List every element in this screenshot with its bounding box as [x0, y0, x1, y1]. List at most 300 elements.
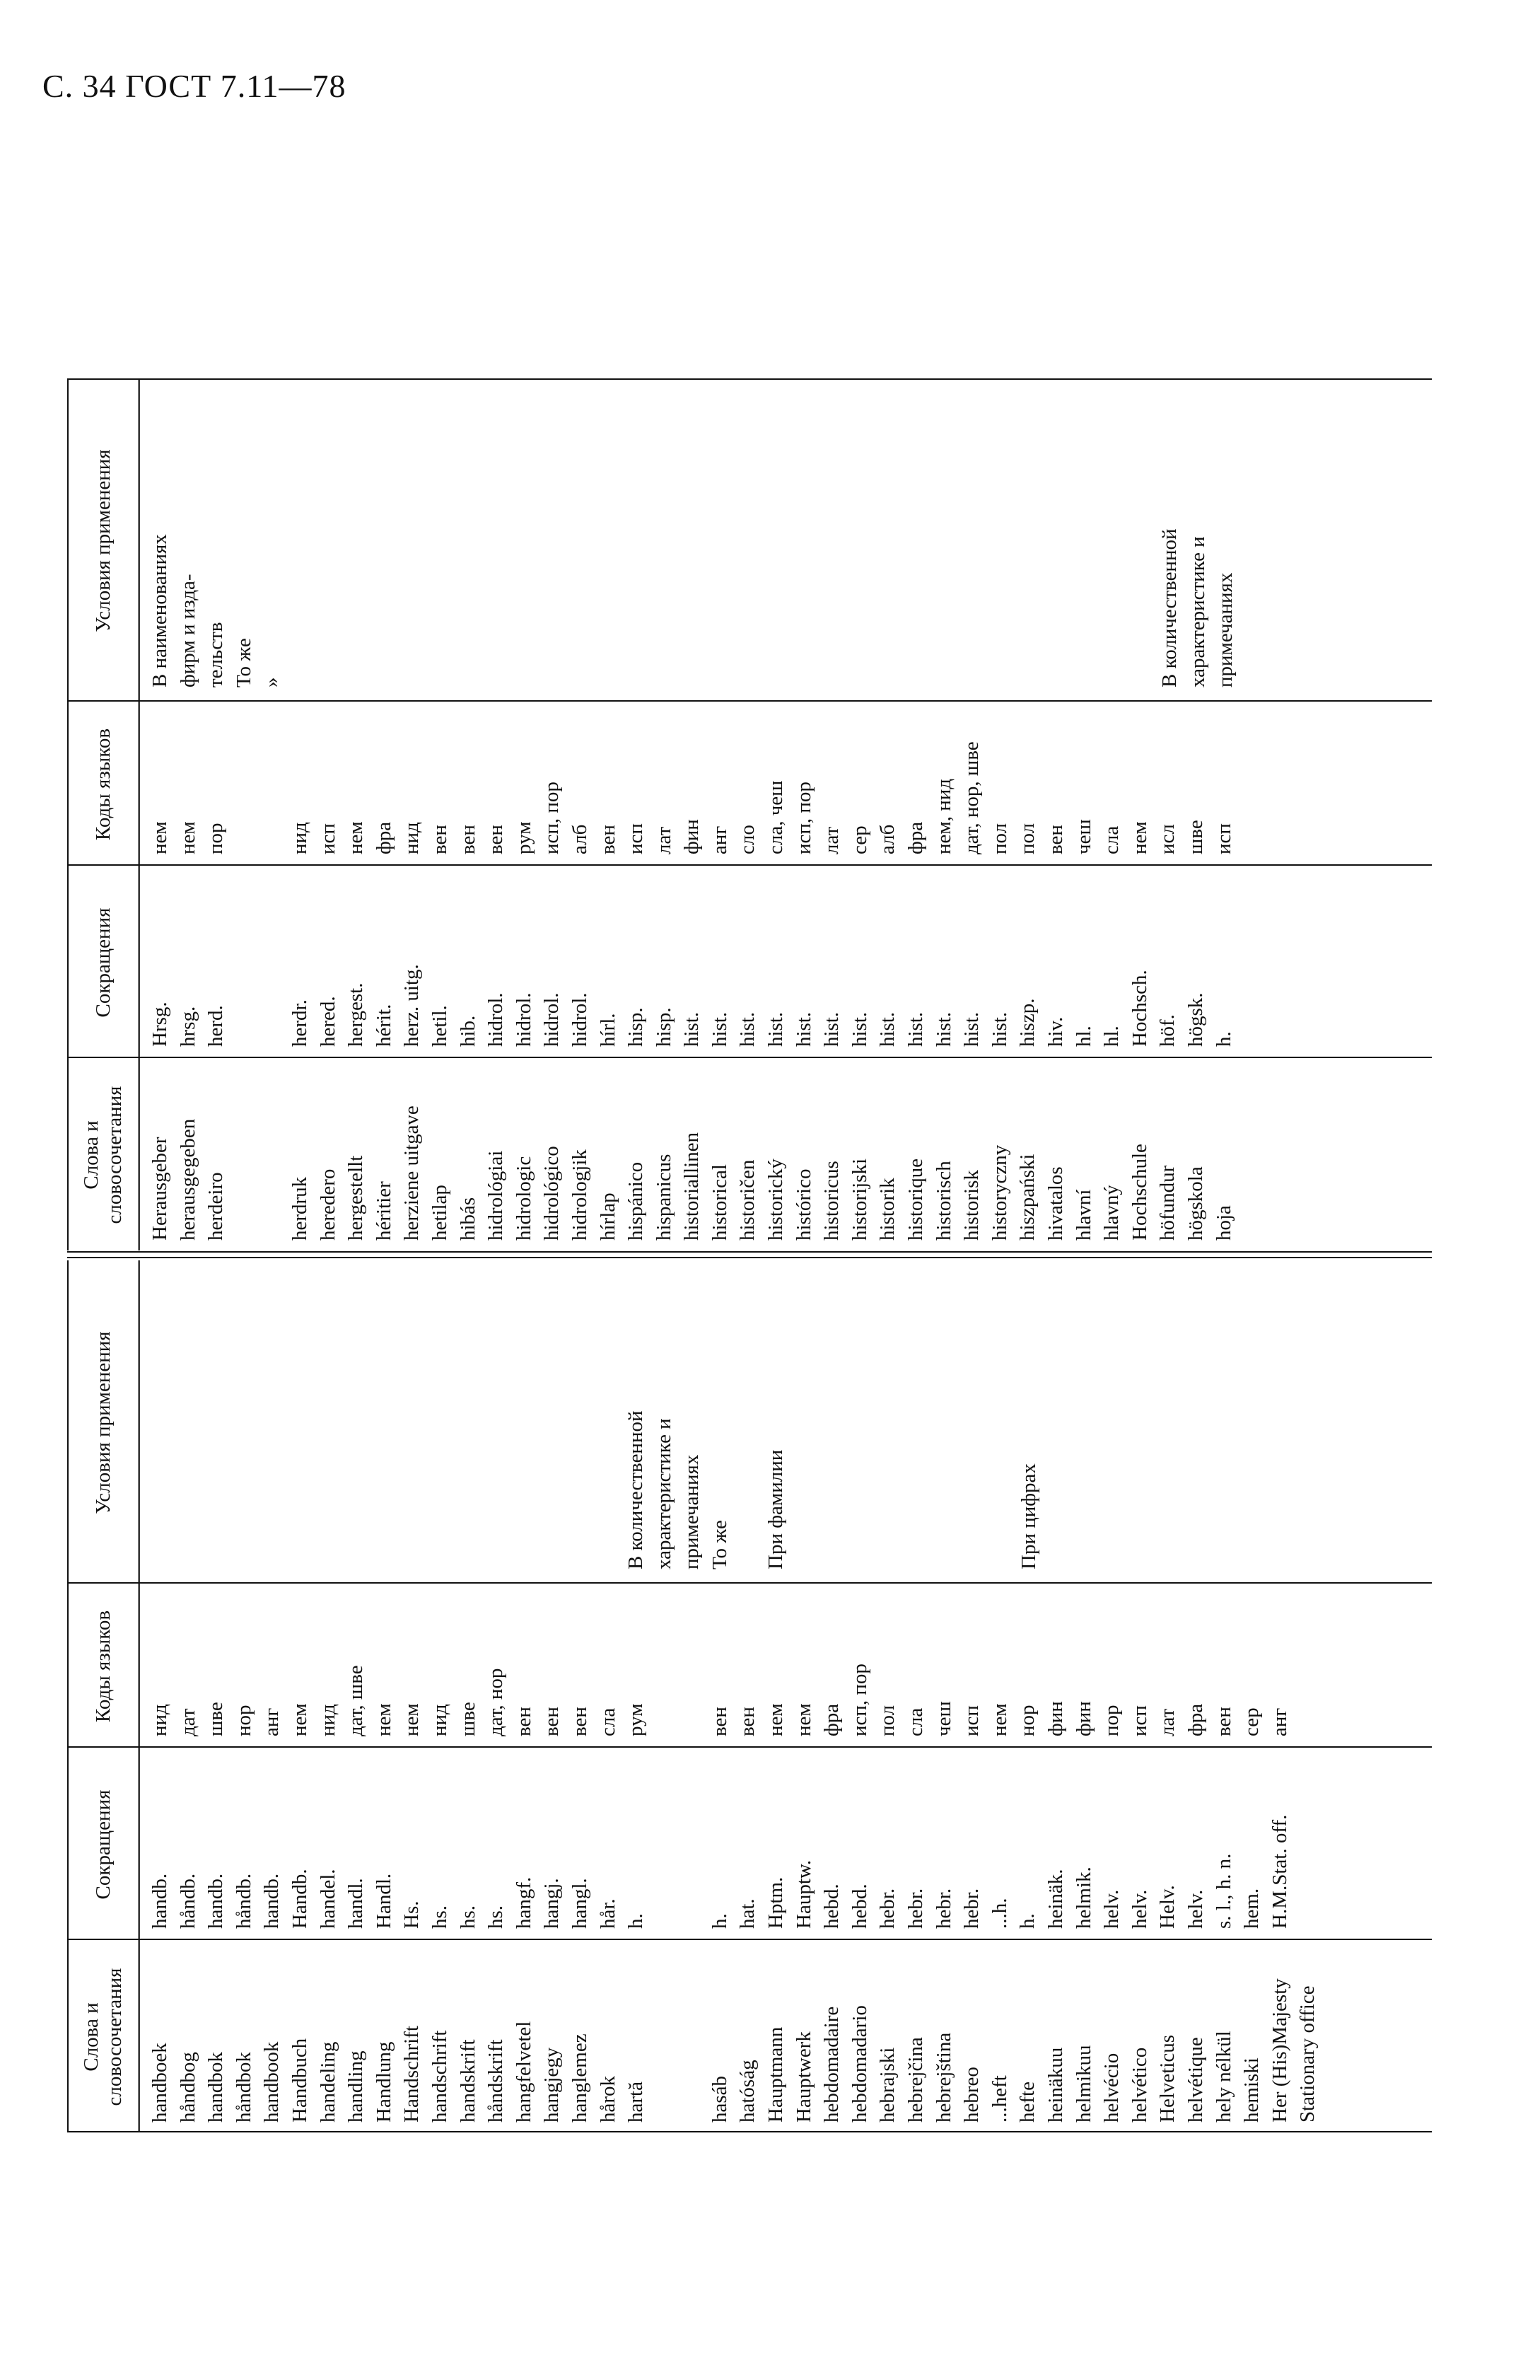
table-row: [1182, 378, 1211, 1250]
word-cell: hidrológico: [540, 1146, 564, 1241]
table-row: [258, 1260, 286, 2132]
abbr-cell: h.: [708, 1913, 731, 1929]
table-row: [538, 378, 566, 1250]
abbr-cell: s. l., h. n.: [1212, 1853, 1235, 1929]
condition-note: характеристике и: [653, 1418, 675, 1569]
abbr-cell: hl.: [1072, 1026, 1095, 1047]
table-row: [1014, 378, 1042, 1250]
table-row: [482, 1260, 511, 2132]
page-header: С. 34 ГОСТ 7.11—78: [42, 68, 346, 104]
table-row: [818, 1260, 846, 2132]
table-body-left: [146, 1260, 1322, 2132]
abbr-cell: hírl.: [596, 1013, 619, 1047]
table-row: [846, 1260, 875, 2132]
table-row: [874, 1260, 902, 2132]
word-cell: historique: [904, 1159, 928, 1241]
abbr-cell: hrsg.: [176, 1006, 199, 1047]
code-cell: дат, нор: [484, 1668, 508, 1736]
word-cell: heinäkuu: [1044, 2047, 1067, 2123]
word-cell: heredero: [316, 1168, 339, 1241]
abbr-cell: hérit.: [372, 1004, 395, 1047]
word-cell: hangjegy: [540, 2047, 564, 2123]
word-cell: hefte: [1016, 2082, 1039, 2123]
code-cell: исп: [1128, 1705, 1151, 1736]
abbr-cell: hebd.: [848, 1883, 871, 1929]
code-cell: вен: [736, 1707, 759, 1736]
col-header-words: Слова и словосочетания: [80, 1086, 126, 1224]
code-cell: нем: [792, 1703, 815, 1736]
table-header-right: [67, 378, 140, 1250]
abbr-cell: handel.: [316, 1869, 339, 1929]
abbr-cell: Handl.: [372, 1873, 395, 1929]
code-cell: фин: [680, 819, 704, 854]
word-cell: hlavný: [1100, 1185, 1124, 1241]
abbr-cell: helv.: [1184, 1889, 1207, 1929]
col-header-conditions: Условия применения: [91, 1331, 115, 1514]
table-row: [1238, 1260, 1266, 2132]
word-cell: hasáb: [708, 2075, 731, 2123]
abbr-cell: hiv.: [1044, 1016, 1067, 1047]
code-cell: рум: [624, 1703, 648, 1736]
code-cell: вен: [428, 825, 451, 854]
table-row: [566, 378, 595, 1250]
word-cell: håndbog: [176, 2052, 199, 2123]
table-row: [511, 378, 539, 1250]
abbr-cell: Hochsch.: [1128, 970, 1151, 1047]
code-cell: анг: [260, 1707, 284, 1736]
table-row: [678, 1260, 706, 2132]
table-row: [1071, 378, 1099, 1250]
condition-note: В количественной: [1158, 528, 1181, 687]
code-cell: вен: [1212, 1707, 1235, 1736]
code-cell: вен: [484, 825, 508, 854]
code-cell: вен: [568, 1707, 591, 1736]
code-cell: сла: [1100, 825, 1124, 854]
code-cell: фра: [904, 821, 928, 854]
table-row: [202, 378, 231, 1250]
word-cell: hoja: [1212, 1205, 1235, 1241]
word-cell: historický: [764, 1159, 788, 1241]
word-cell: handeling: [316, 2041, 339, 2123]
abbr-cell: helv.: [1100, 1889, 1124, 1929]
code-cell: шве: [456, 1702, 479, 1736]
code-cell: исп, пор: [848, 1664, 871, 1736]
code-cell: пол: [988, 823, 1011, 854]
word-cell: handbok: [204, 2052, 228, 2123]
table-row: [342, 1260, 371, 2132]
code-cell: нид: [428, 1704, 451, 1736]
code-cell: нем: [372, 1703, 395, 1736]
word-cell: hírlap: [596, 1192, 619, 1241]
word-cell: Hauptmann: [764, 2026, 788, 2123]
condition-note: При цифрах: [1017, 1463, 1040, 1569]
code-cell: вен: [456, 825, 479, 854]
word-cell: historical: [708, 1164, 731, 1241]
abbr-cell: helv.: [1128, 1889, 1151, 1929]
word-cell: herziene uitgave: [400, 1105, 424, 1241]
abbr-cell: hebd.: [820, 1883, 844, 1929]
table-row: [651, 378, 679, 1250]
table-row: [398, 378, 426, 1250]
abbr-cell: håndb.: [176, 1873, 199, 1929]
code-cell: анг: [708, 825, 731, 854]
abbr-cell: hidrol.: [484, 992, 508, 1047]
abbr-cell: hidrol.: [540, 992, 564, 1047]
condition-note: При фамилии: [764, 1449, 787, 1569]
abbr-cell: Hrsg.: [148, 1002, 171, 1047]
word-cell: Helveticus: [1156, 2034, 1179, 2123]
abbr-cell: hist.: [876, 1011, 899, 1047]
abbr-cell: hebr.: [932, 1888, 955, 1929]
abbr-cell: hiszp.: [1016, 998, 1039, 1047]
abbr-cell: herdr.: [288, 999, 311, 1047]
word-cell: historisk: [960, 1170, 984, 1241]
code-cell: вен: [708, 1707, 731, 1736]
col-header-words: Слова и словосочетания: [80, 1968, 126, 2106]
word-cell: hebreo: [960, 2067, 984, 2123]
table-row: [595, 378, 623, 1250]
col-header-codes: Коды языков: [91, 1610, 115, 1723]
abbr-cell: hist.: [988, 1011, 1011, 1047]
word-cell: handbook: [260, 2041, 284, 2123]
abbr-cell: heinäk.: [1044, 1869, 1067, 1929]
abbr-cell: hidrol.: [512, 992, 535, 1047]
code-cell: исп, пор: [792, 782, 815, 854]
table-row: [315, 378, 343, 1250]
code-cell: пор: [204, 823, 228, 854]
code-cell: сер: [1240, 1707, 1264, 1736]
table-row: [1071, 1260, 1099, 2132]
word-cell: hispánico: [624, 1161, 648, 1241]
word-cell: hetilap: [428, 1185, 451, 1241]
word-cell: historisch: [932, 1161, 955, 1241]
word-cell: hispanicus: [652, 1154, 675, 1241]
word-cell: hidrologic: [512, 1156, 535, 1241]
code-cell: дат, нор, шве: [960, 741, 984, 854]
abbr-cell: hist.: [848, 1011, 871, 1047]
code-cell: исп: [316, 823, 339, 854]
condition-note: примечаниях: [1214, 572, 1237, 687]
table-row: [146, 378, 175, 1250]
abbr-cell: hist.: [932, 1011, 955, 1047]
abbr-cell: hår.: [596, 1898, 619, 1929]
table-row: [791, 1260, 819, 2132]
table-row: [902, 1260, 931, 2132]
condition-note: тельств: [204, 622, 227, 687]
abbr-cell: Hs.: [400, 1900, 424, 1929]
abbr-cell: håndb.: [232, 1873, 255, 1929]
word-cell: Hochschule: [1128, 1144, 1151, 1241]
table-row: [342, 378, 371, 1250]
word-cell: handskrift: [456, 2039, 479, 2123]
table-row: [1126, 378, 1155, 1250]
abbr-cell: hebr.: [960, 1888, 984, 1929]
word-cell: handboek: [148, 2043, 171, 2123]
table-row: [286, 1260, 315, 2132]
table-row: [595, 1260, 623, 2132]
table-row: [1266, 1260, 1295, 2132]
code-cell: нор: [232, 1705, 255, 1736]
word-cell: hanglemez: [568, 2033, 591, 2123]
table-row: [202, 1260, 231, 2132]
table-row: [426, 1260, 455, 2132]
word-cell: historiallinen: [680, 1132, 704, 1241]
table-row: [931, 1260, 959, 2132]
abbr-cell: hebr.: [904, 1888, 928, 1929]
abbr-cell: handb.: [204, 1873, 228, 1929]
code-cell: исп: [624, 823, 648, 854]
word-cell: hebrejština: [932, 2032, 955, 2123]
word-cell: hebdomadaire: [820, 2006, 844, 2123]
abbr-cell: hist.: [680, 1011, 704, 1047]
word-cell: hivatalos: [1044, 1166, 1067, 1241]
code-cell: фин: [1072, 1701, 1095, 1736]
word-cell: hebrejčina: [904, 2037, 928, 2123]
code-cell: лат: [820, 826, 844, 854]
table-row: [1042, 1260, 1071, 2132]
table-row: [1182, 1260, 1211, 2132]
word-cell: helvécio: [1100, 2053, 1124, 2123]
code-cell: исп: [1212, 823, 1235, 854]
col-header-codes: Коды языков: [91, 728, 115, 841]
code-cell: нем: [148, 821, 171, 854]
code-cell: пор: [1100, 1705, 1124, 1736]
code-cell: анг: [1268, 1707, 1291, 1736]
word-cell: håndbok: [232, 2052, 255, 2123]
abbr-cell: hl.: [1100, 1026, 1124, 1047]
code-cell: дат: [176, 1708, 199, 1736]
word-cell: hartă: [624, 2082, 648, 2123]
abbr-cell: hist.: [764, 1011, 788, 1047]
word-cell: helmikuu: [1072, 2045, 1095, 2123]
table-row: [622, 1260, 651, 2132]
word-cell: Handlung: [372, 2041, 395, 2123]
word-cell: högskola: [1184, 1166, 1207, 1241]
table-row: [1154, 378, 1182, 1250]
table-row: [651, 1260, 679, 2132]
abbr-cell: hidrol.: [568, 992, 591, 1047]
table-row: [874, 378, 902, 1250]
table-row: [538, 1260, 566, 2132]
table-row: [315, 1260, 343, 2132]
code-cell: исп: [960, 1705, 984, 1736]
word-cell: Handschrift: [400, 2026, 424, 2123]
code-cell: нем: [764, 1703, 788, 1736]
word-cell: Hauptwerk: [792, 2031, 815, 2123]
abbr-cell: hangl.: [568, 1878, 591, 1929]
table-row: [1294, 1260, 1322, 2132]
word-cell: historijski: [848, 1158, 871, 1241]
col-header-conditions: Условия применения: [91, 449, 115, 632]
code-cell: сер: [848, 825, 871, 854]
abbr-cell: hs.: [484, 1905, 508, 1929]
abbr-cell: herd.: [204, 1005, 228, 1047]
word-cell: ...heft: [988, 2075, 1011, 2123]
table-row: [231, 1260, 259, 2132]
code-cell: нид: [288, 822, 311, 854]
code-cell: фин: [1044, 1701, 1067, 1736]
table-row: [511, 1260, 539, 2132]
table-row: [986, 1260, 1015, 2132]
table-row: [1126, 1260, 1155, 2132]
word-cell: hebrajski: [876, 2047, 899, 2123]
abbr-cell: hib.: [456, 1015, 479, 1047]
abbr-cell: hs.: [456, 1905, 479, 1929]
abbr-cell: hisp.: [652, 1007, 675, 1047]
table-row: [426, 378, 455, 1250]
condition-note: »: [260, 677, 283, 687]
word-cell: herausgegeben: [176, 1118, 199, 1241]
code-cell: вен: [596, 825, 619, 854]
word-cell: höfundur: [1156, 1165, 1179, 1241]
code-cell: чеш: [932, 1701, 955, 1736]
abbr-cell: hered.: [316, 996, 339, 1047]
table-row: [455, 378, 483, 1250]
word-cell: héritier: [372, 1181, 395, 1241]
code-cell: исп, пор: [540, 782, 564, 854]
word-cell: hemiski: [1240, 2057, 1264, 2123]
word-cell: historičen: [736, 1159, 759, 1241]
abbr-cell: Hauptw.: [792, 1859, 815, 1929]
word-cell: helvétique: [1184, 2037, 1207, 2123]
code-cell: рум: [512, 821, 535, 854]
word-cell: handschrift: [428, 2030, 451, 2123]
table-row: [986, 378, 1015, 1250]
table-row: [566, 1260, 595, 2132]
table-row: [622, 378, 651, 1250]
abbr-cell: herz. uitg.: [400, 964, 424, 1047]
code-cell: дат, шве: [344, 1665, 368, 1736]
table-row: [455, 1260, 483, 2132]
double-rule-separator: [67, 1251, 1432, 1258]
table-row: [818, 378, 846, 1250]
word-cell: hely nélkül: [1212, 2031, 1235, 2123]
table-body-right: [146, 378, 1238, 1250]
table-row: [482, 378, 511, 1250]
abbr-cell: hist.: [792, 1011, 815, 1047]
abbr-cell: Handb.: [288, 1869, 311, 1929]
col-header-abbr: Сокращения: [91, 907, 115, 1018]
abbr-cell: Hptm.: [764, 1876, 788, 1929]
table-row: [734, 378, 762, 1250]
condition-note: То же: [233, 638, 255, 687]
condition-note: примечаниях: [680, 1454, 703, 1569]
code-cell: пол: [876, 1705, 899, 1736]
word-cell: herdeiro: [204, 1172, 228, 1241]
word-cell: hidrologjik: [568, 1149, 591, 1241]
code-cell: нем: [988, 1703, 1011, 1736]
table-row: [846, 378, 875, 1250]
word-cell: Her (His)Majesty: [1268, 1978, 1291, 2123]
abbr-cell: hist.: [960, 1011, 984, 1047]
word-cell: handling: [344, 2050, 368, 2123]
abbr-cell: handb.: [148, 1873, 171, 1929]
abbr-cell: helmik.: [1072, 1867, 1095, 1929]
code-cell: нем: [400, 1703, 424, 1736]
code-cell: нем: [288, 1703, 311, 1736]
condition-note: В количественной: [624, 1410, 647, 1569]
word-cell: hiszpański: [1016, 1154, 1039, 1241]
abbr-cell: H.M.Stat. off.: [1268, 1814, 1291, 1929]
table-row: [371, 378, 399, 1250]
word-cell: hårok: [596, 2075, 619, 2123]
code-cell: сла, чеш: [764, 780, 788, 854]
code-cell: шве: [1184, 820, 1207, 854]
code-cell: шве: [204, 1702, 228, 1736]
table-row: [1154, 1260, 1182, 2132]
code-cell: лат: [1156, 1708, 1179, 1736]
code-cell: нор: [1016, 1705, 1039, 1736]
word-cell: hergestellt: [344, 1155, 368, 1241]
word-cell: hlavní: [1072, 1189, 1095, 1241]
abbr-cell: hangj.: [540, 1878, 564, 1929]
table-row: [286, 378, 315, 1250]
word-cell: historik: [876, 1178, 899, 1241]
table-row: [958, 1260, 986, 2132]
code-cell: нем: [176, 821, 199, 854]
word-cell: håndskrift: [484, 2039, 508, 2123]
word-cell: herdruk: [288, 1176, 311, 1241]
abbr-cell: hergest.: [344, 982, 368, 1047]
code-cell: сла: [904, 1707, 928, 1736]
code-cell: нид: [316, 1704, 339, 1736]
code-cell: алб: [568, 824, 591, 854]
table-row: [371, 1260, 399, 2132]
table-row: [706, 1260, 735, 2132]
abbr-cell: hist.: [736, 1011, 759, 1047]
code-cell: нид: [400, 822, 424, 854]
code-cell: чеш: [1072, 819, 1095, 854]
abbr-cell: hist.: [708, 1011, 731, 1047]
code-cell: исл: [1156, 824, 1179, 854]
table-row: [931, 378, 959, 1250]
table-row: [706, 378, 735, 1250]
abbr-cell: högsk.: [1184, 992, 1207, 1047]
abbr-cell: hist.: [820, 1011, 844, 1047]
abbr-cell: hisp.: [624, 1007, 648, 1047]
code-cell: нем: [1128, 821, 1151, 854]
table-row: [1014, 1260, 1042, 2132]
table-row: [146, 1260, 175, 2132]
abbr-cell: hebr.: [876, 1888, 899, 1929]
abbr-cell: höf.: [1156, 1014, 1179, 1047]
code-cell: фра: [372, 821, 395, 854]
code-cell: фра: [820, 1703, 844, 1736]
table-row: [398, 1260, 426, 2132]
word-cell: historyczny: [988, 1144, 1011, 1241]
table-row: [902, 378, 931, 1250]
abbr-cell: handl.: [344, 1878, 368, 1929]
code-cell: нид: [148, 1704, 171, 1736]
abbr-cell: hangf.: [512, 1876, 535, 1929]
table-row: [762, 1260, 791, 2132]
condition-note: То же: [708, 1520, 731, 1569]
code-cell: фра: [1184, 1703, 1207, 1736]
table-row: [958, 378, 986, 1250]
code-cell: вен: [1044, 825, 1067, 854]
word-cell: Stationary office: [1296, 1985, 1319, 2123]
code-cell: сла: [596, 1707, 619, 1736]
abbr-cell: h.: [1212, 1031, 1235, 1047]
table-row: [678, 378, 706, 1250]
word-cell: hebdomadario: [848, 2005, 871, 2123]
word-cell: historicus: [820, 1161, 844, 1241]
abbr-cell: handb.: [260, 1873, 284, 1929]
abbr-cell: hem.: [1240, 1888, 1264, 1929]
condition-note: фирм и изда-: [177, 574, 199, 687]
table-header-left: [67, 1260, 140, 2132]
col-header-abbr: Сокращения: [91, 1789, 115, 1900]
